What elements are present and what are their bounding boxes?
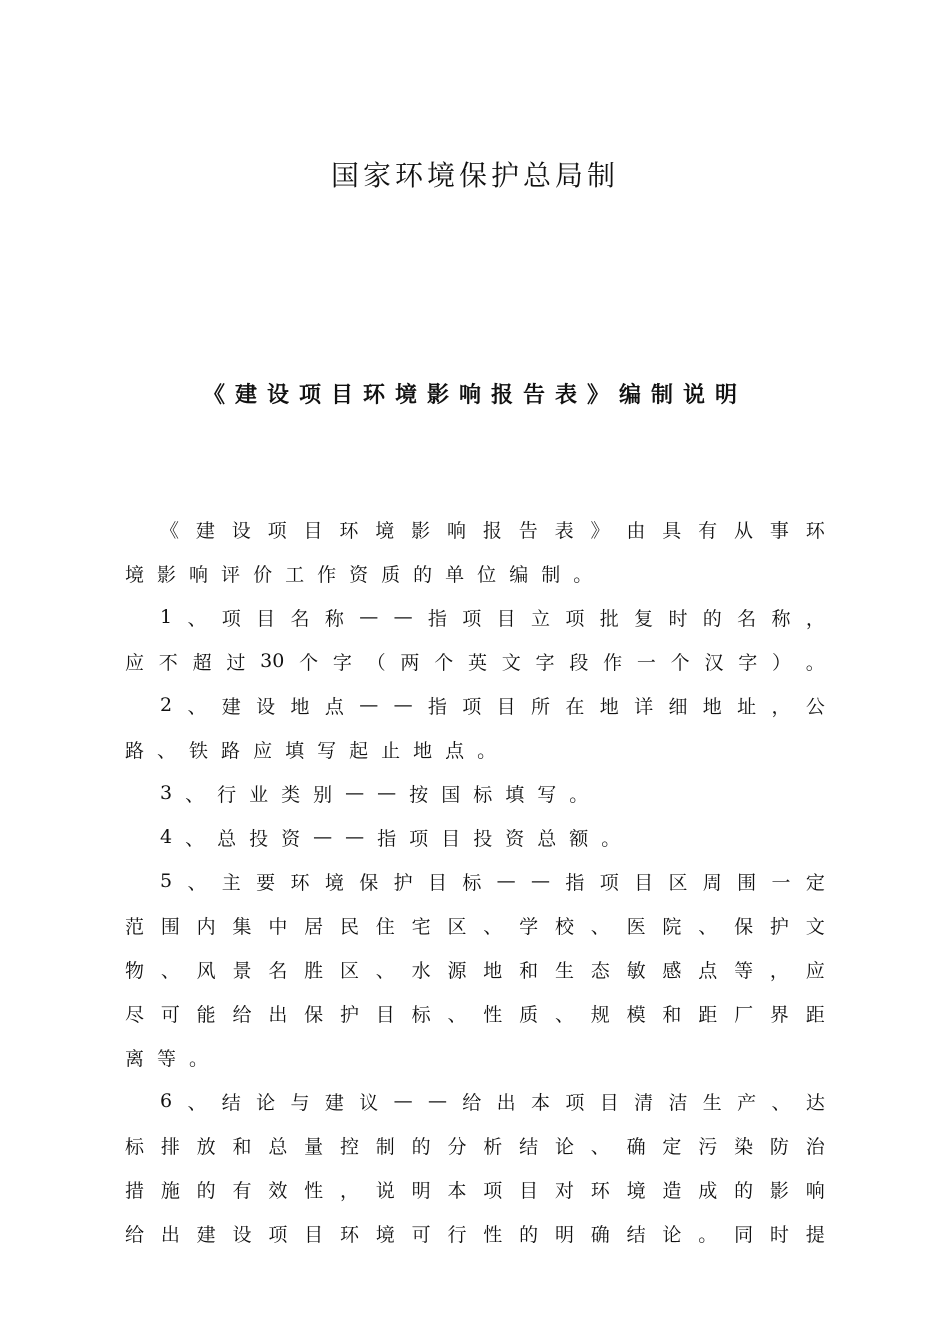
body-line: 离 等 。 [125,1047,209,1070]
body-line: 5 、 主 要 环 境 保 护 目 标 — — 指 项 目 区 周 围 一 定 [160,870,825,894]
body-line: 境 影 响 评 价 工 作 资 质 的 单 位 编 制 。 [125,563,593,586]
body-line: 路 、 铁 路 应 填 写 起 止 地 点 。 [125,739,497,762]
body-line: 1 、 项 目 名 称 — — 指 项 目 立 项 批 复 时 的 名 称 ， [160,606,825,630]
body-line: 物 、 风 景 名 胜 区 、 水 源 地 和 生 态 敏 感 点 等 ， 应 [125,959,825,982]
document-title: 《建设项目环境影响报告表》编制说明 [202,383,747,408]
body-line: 4 、 总 投 资 — — 指 项 目 投 资 总 额 。 [160,826,621,850]
body-line: 《 建 设 项 目 环 境 影 响 报 告 表 》 由 具 有 从 事 环 [160,519,825,542]
body-line: 给 出 建 设 项 目 环 境 可 行 性 的 明 确 结 论 。 同 时 提 [125,1223,825,1246]
body-line: 应 不 超 过 30 个 字 （ 两 个 英 文 字 段 作 一 个 汉 字 ） 。 [125,650,825,674]
body-line: 措 施 的 有 效 性 ， 说 明 本 项 目 对 环 境 造 成 的 影 响 [125,1179,825,1202]
body-line: 标 排 放 和 总 量 控 制 的 分 析 结 论 、 确 定 污 染 防 治 [125,1135,825,1158]
body-line: 范 围 内 集 中 居 民 住 宅 区 、 学 校 、 医 院 、 保 护 文 [125,915,825,938]
body-line: 尽 可 能 给 出 保 护 目 标 、 性 质 、 规 模 和 距 厂 界 距 [125,1003,825,1026]
body-line: 3 、 行 业 类 别 — — 按 国 标 填 写 。 [160,782,589,806]
issuer-line: 国家环境保护总局制 [330,159,619,192]
body-line: 2 、 建 设 地 点 — — 指 项 目 所 在 地 详 细 地 址 ， 公 [160,694,825,718]
body-line: 6 、 结 论 与 建 议 — — 给 出 本 项 目 清 洁 生 产 、 达 [160,1090,825,1114]
